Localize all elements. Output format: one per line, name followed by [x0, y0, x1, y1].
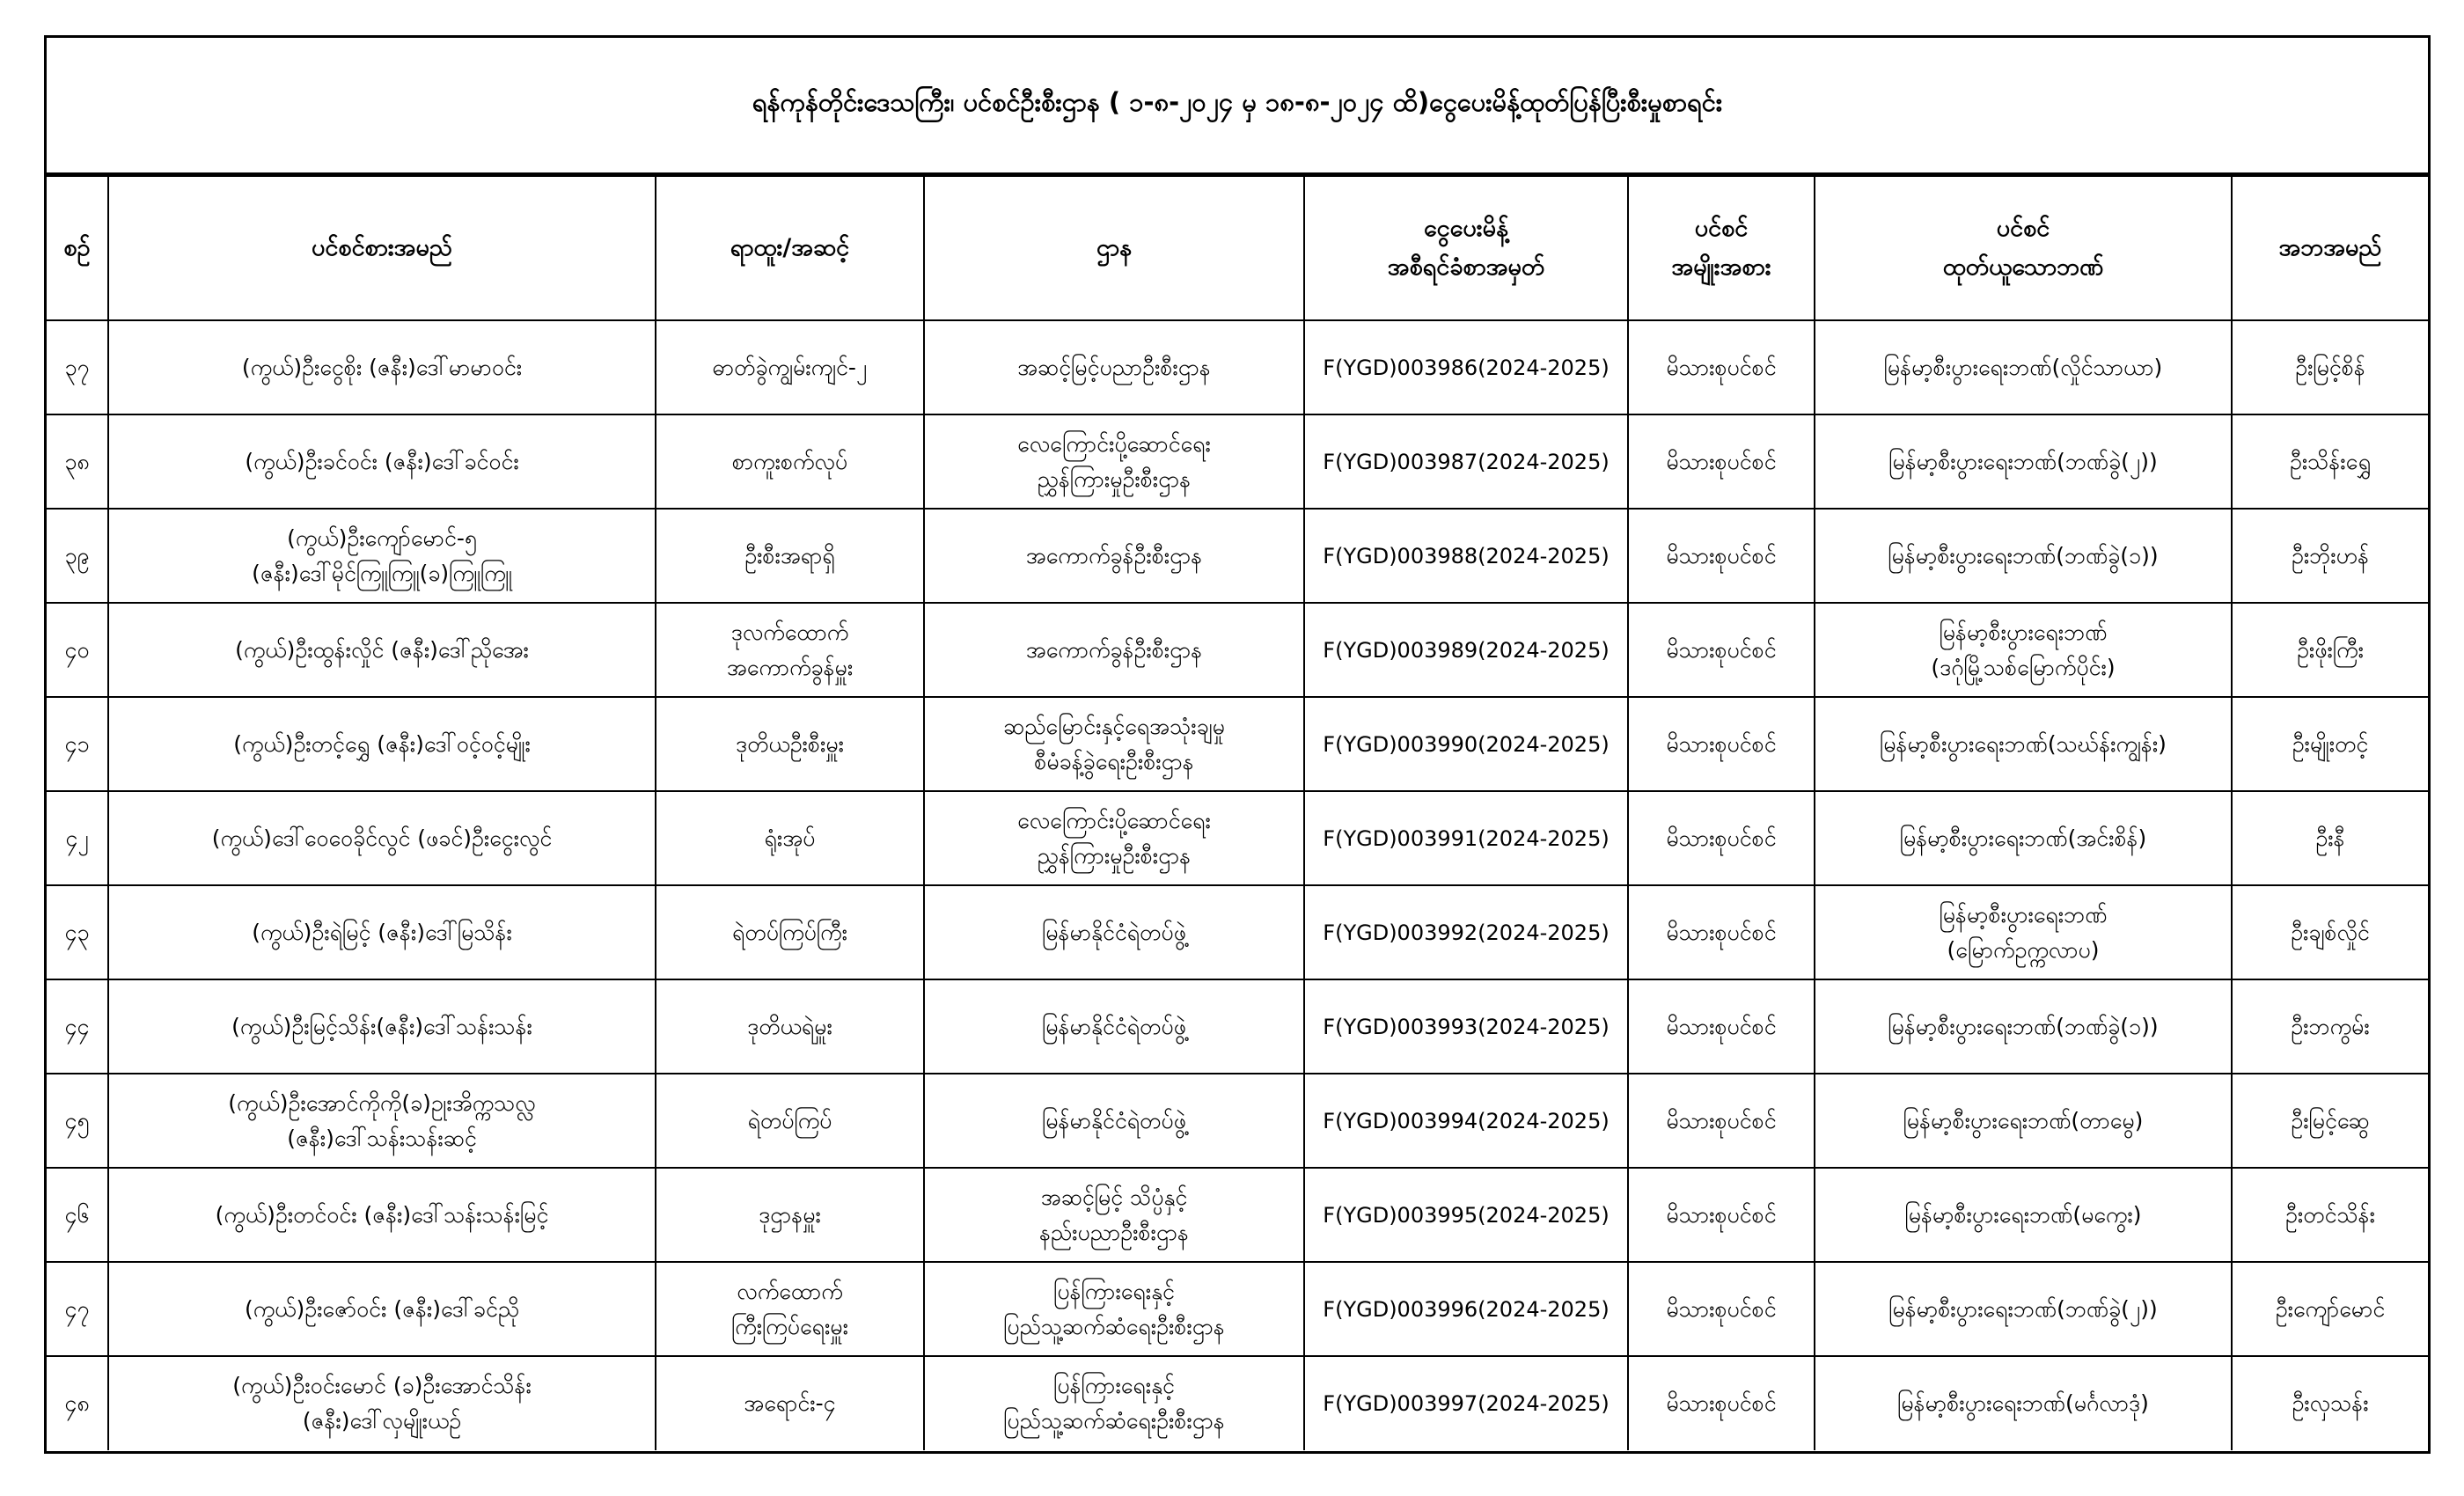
cell-no: ၄၇ [47, 1262, 108, 1356]
cell-bank: မြန်မာ့စီးပွားရေးဘဏ်(ဘဏ်ခွဲ(၂)) [1815, 1262, 2232, 1356]
cell-no: ၃၉ [47, 509, 108, 603]
cell-pensioner-name: (ကွယ်)ဦးဇော်ဝင်း (ဇနီး)ဒေါ်ခင်ညို [108, 1262, 656, 1356]
cell-no: ၄၂ [47, 791, 108, 885]
cell-pension-type: မိသားစုပင်စင် [1628, 603, 1815, 697]
cell-rank: ဓာတ်ခွဲကျွမ်းကျင်-၂ [656, 320, 924, 414]
cell-department: ဆည်မြောင်းနှင့်ရေအသုံးချမှု စီမံခန့်ခွဲရေးဦးစီးဌာန [924, 697, 1304, 791]
cell-department: အကောက်ခွန်ဦးစီးဌာန [924, 509, 1304, 603]
cell-department: မြန်မာနိုင်ငံရဲတပ်ဖွဲ့ [924, 885, 1304, 979]
cell-officer: ဦးတင်သိန်း [2232, 1168, 2428, 1262]
cell-license-number: F(YGD)003994(2024-2025) [1304, 1074, 1628, 1168]
table-row [47, 1262, 2428, 1356]
cell-no: ၄၄ [47, 979, 108, 1074]
cell-bank: မြန်မာ့စီးပွားရေးဘဏ်(ဘဏ်ခွဲ(၂)) [1815, 414, 2232, 509]
cell-bank: မြန်မာ့စီးပွားရေးဘဏ်(ဘဏ်ခွဲ(၁)) [1815, 509, 2232, 603]
document-frame [44, 35, 2431, 1454]
header-department: ဌာန [924, 176, 1304, 320]
cell-pension-type: မိသားစုပင်စင် [1628, 697, 1815, 791]
cell-rank: ဒုဌာနမှူး [656, 1168, 924, 1262]
cell-department: လေကြောင်းပို့ဆောင်ရေး ညွှန်ကြားမှုဦးစီးဌာန [924, 791, 1304, 885]
cell-license-number: F(YGD)003995(2024-2025) [1304, 1168, 1628, 1262]
cell-pensioner-name: (ကွယ်)ဦးမြင့်သိန်း(ဇနီး)ဒေါ်သန်းသန်း [108, 979, 656, 1074]
cell-bank: မြန်မာ့စီးပွားရေးဘဏ်(မကွေး) [1815, 1168, 2232, 1262]
cell-officer: ဦးမြင့်ဆွေ [2232, 1074, 2428, 1168]
table-row [47, 509, 2428, 603]
cell-pensioner-name: (ကွယ်)ဦးတင်ဝင်း (ဇနီး)ဒေါ်သန်းသန်းမြင့် [108, 1168, 656, 1262]
cell-bank: မြန်မာ့စီးပွားရေးဘဏ်(ဘဏ်ခွဲ(၁)) [1815, 979, 2232, 1074]
cell-officer: ဦးဖိုးကြီး [2232, 603, 2428, 697]
cell-department: ပြန်ကြားရေးနှင့် ပြည်သူ့ဆက်ဆံရေးဦးစီးဌာန [924, 1262, 1304, 1356]
cell-pension-type: မိသားစုပင်စင် [1628, 1074, 1815, 1168]
table-row [47, 791, 2428, 885]
cell-rank: ဒုတိယရဲမှူး [656, 979, 924, 1074]
table-row [47, 1356, 2428, 1450]
cell-pension-type: မိသားစုပင်စင် [1628, 885, 1815, 979]
cell-rank: ရုံးအုပ် [656, 791, 924, 885]
header-officer: အဘအမည် [2232, 176, 2428, 320]
cell-license-number: F(YGD)003991(2024-2025) [1304, 791, 1628, 885]
cell-rank: ဒုတိယဦးစီးမှူး [656, 697, 924, 791]
cell-bank: မြန်မာ့စီးပွားရေးဘဏ် (မြောက်ဥက္ကလာပ) [1815, 885, 2232, 979]
cell-rank: လက်ထောက် ကြီးကြပ်ရေးမှူး [656, 1262, 924, 1356]
cell-pensioner-name: (ကွယ်)ဦးရဲမြင့် (ဇနီး)ဒေါ်မြသိန်း [108, 885, 656, 979]
cell-bank: မြန်မာ့စီးပွားရေးဘဏ်(တာမွေ) [1815, 1074, 2232, 1168]
page-title: ရန်ကုန်တိုင်းဒေသကြီး၊ ပင်စင်ဦးစီးဌာန ( ၁-၈-၂၀၂၄ မှ ၁၈-၈-၂၀၂၄ ထိ)ငွေပေးမိန့်ထုတ်ပြန်ပြီးစီးမှုစာရင်း [47, 38, 2428, 175]
table-row [47, 414, 2428, 509]
cell-officer: ဦးမျိုးတင့် [2232, 697, 2428, 791]
cell-license-number: F(YGD)003997(2024-2025) [1304, 1356, 1628, 1450]
cell-pensioner-name: (ကွယ်)ဦးငွေစိုး (ဇနီး)ဒေါ်မာမာဝင်း [108, 320, 656, 414]
pension-table [47, 175, 2428, 1450]
header-license-number: ငွေပေးမိန့် အစီရင်ခံစာအမှတ် [1304, 176, 1628, 320]
cell-no: ၄၆ [47, 1168, 108, 1262]
cell-officer: ဦးသိန်းရွှေ [2232, 414, 2428, 509]
table-header-row [47, 176, 2428, 320]
cell-rank: စာကူးစက်လုပ် [656, 414, 924, 509]
cell-department: မြန်မာနိုင်ငံရဲတပ်ဖွဲ့ [924, 979, 1304, 1074]
cell-officer: ဦးဘကွမ်း [2232, 979, 2428, 1074]
cell-department: လေကြောင်းပို့ဆောင်ရေး ညွှန်ကြားမှုဦးစီးဌာန [924, 414, 1304, 509]
cell-pension-type: မိသားစုပင်စင် [1628, 791, 1815, 885]
cell-pensioner-name: (ကွယ်)ဒေါ်ဝေဝေခိုင်လွင် (ဖခင်)ဦးငွေးလွင် [108, 791, 656, 885]
cell-bank: မြန်မာ့စီးပွားရေးဘဏ်(အင်းစိန်) [1815, 791, 2232, 885]
table-row [47, 1168, 2428, 1262]
cell-license-number: F(YGD)003993(2024-2025) [1304, 979, 1628, 1074]
cell-no: ၃၈ [47, 414, 108, 509]
cell-pension-type: မိသားစုပင်စင် [1628, 979, 1815, 1074]
table-row [47, 320, 2428, 414]
table-row [47, 697, 2428, 791]
cell-license-number: F(YGD)003992(2024-2025) [1304, 885, 1628, 979]
cell-officer: ဦးနီ [2232, 791, 2428, 885]
cell-officer: ဦးလှသန်း [2232, 1356, 2428, 1450]
cell-bank: မြန်မာ့စီးပွားရေးဘဏ်(မင်္ဂလာဒုံ) [1815, 1356, 2232, 1450]
cell-officer: ဦးချစ်လှိုင် [2232, 885, 2428, 979]
cell-pensioner-name: (ကွယ်)ဦးတင့်ရွှေ (ဇနီး)ဒေါ်ဝင့်ဝင့်မျိုး [108, 697, 656, 791]
cell-department: အကောက်ခွန်ဦးစီးဌာန [924, 603, 1304, 697]
cell-department: မြန်မာနိုင်ငံရဲတပ်ဖွဲ့ [924, 1074, 1304, 1168]
table-row [47, 1074, 2428, 1168]
cell-no: ၄၀ [47, 603, 108, 697]
header-pensioner-name: ပင်စင်စားအမည် [108, 176, 656, 320]
cell-pensioner-name: (ကွယ်)ဦးအောင်ကိုကို(ခ)ဥုးအိက္ကသလ္လ (ဇနီး)ဒေါ်သန်းသန်းဆင့် [108, 1074, 656, 1168]
header-pension-type: ပင်စင် အမျိုးအစား [1628, 176, 1815, 320]
cell-rank: အရောင်း-၄ [656, 1356, 924, 1450]
cell-no: ၄၁ [47, 697, 108, 791]
cell-department: ပြန်ကြားရေးနှင့် ပြည်သူ့ဆက်ဆံရေးဦးစီးဌာန [924, 1356, 1304, 1450]
cell-no: ၃၇ [47, 320, 108, 414]
cell-officer: ဦးဘိုးဟန် [2232, 509, 2428, 603]
cell-license-number: F(YGD)003988(2024-2025) [1304, 509, 1628, 603]
cell-license-number: F(YGD)003986(2024-2025) [1304, 320, 1628, 414]
cell-license-number: F(YGD)003990(2024-2025) [1304, 697, 1628, 791]
cell-license-number: F(YGD)003989(2024-2025) [1304, 603, 1628, 697]
cell-pension-type: မိသားစုပင်စင် [1628, 320, 1815, 414]
cell-pension-type: မိသားစုပင်စင် [1628, 1262, 1815, 1356]
cell-no: ၄၅ [47, 1074, 108, 1168]
cell-pension-type: မိသားစုပင်စင် [1628, 414, 1815, 509]
table-row [47, 979, 2428, 1074]
table-row [47, 603, 2428, 697]
cell-bank: မြန်မာ့စီးပွားရေးဘဏ် (ဒဂုံမြို့သစ်မြောက်ပိုင်း) [1815, 603, 2232, 697]
cell-officer: ဦးမြင့်စိန် [2232, 320, 2428, 414]
cell-pension-type: မိသားစုပင်စင် [1628, 509, 1815, 603]
cell-bank: မြန်မာ့စီးပွားရေးဘဏ်(သဃ်န်းကျွန်း) [1815, 697, 2232, 791]
cell-rank: ဦးစီးအရာရှိ [656, 509, 924, 603]
header-rank: ရာထူး/အဆင့် [656, 176, 924, 320]
table-row [47, 885, 2428, 979]
cell-officer: ဦးကျော်မောင် [2232, 1262, 2428, 1356]
cell-rank: ဒုလက်ထောက် အကောက်ခွန်မှူး [656, 603, 924, 697]
cell-department: အဆင့်မြင့် သိပ္ပံနှင့် နည်းပညာဦးစီးဌာန [924, 1168, 1304, 1262]
cell-rank: ရဲတပ်ကြပ်ကြီး [656, 885, 924, 979]
cell-no: ၄၃ [47, 885, 108, 979]
cell-pensioner-name: (ကွယ်)ဦးကျော်မောင်-၅ (ဇနီး)ဒေါ်မိုင်ကြူကြူ(ခ)ကြူကြူ [108, 509, 656, 603]
cell-no: ၄၈ [47, 1356, 108, 1450]
cell-pension-type: မိသားစုပင်စင် [1628, 1356, 1815, 1450]
cell-license-number: F(YGD)003996(2024-2025) [1304, 1262, 1628, 1356]
cell-pensioner-name: (ကွယ်)ဦးခင်ဝင်း (ဇနီး)ဒေါ်ခင်ဝင်း [108, 414, 656, 509]
cell-license-number: F(YGD)003987(2024-2025) [1304, 414, 1628, 509]
cell-department: အဆင့်မြင့်ပညာဦးစီးဌာန [924, 320, 1304, 414]
header-bank: ပင်စင် ထုတ်ယူသောဘဏ် [1815, 176, 2232, 320]
cell-bank: မြန်မာ့စီးပွားရေးဘဏ်(လှိုင်သာယာ) [1815, 320, 2232, 414]
cell-pension-type: မိသားစုပင်စင် [1628, 1168, 1815, 1262]
cell-rank: ရဲတပ်ကြပ် [656, 1074, 924, 1168]
header-no: စဉ် [47, 176, 108, 320]
cell-pensioner-name: (ကွယ်)ဦးထွန်းလှိုင် (ဇနီး)ဒေါ်ညိုအေး [108, 603, 656, 697]
cell-pensioner-name: (ကွယ်)ဦးဝင်းမောင် (ခ)ဦးအောင်သိန်း (ဇနီး)ဒေါ်လှမျိုးယဉ် [108, 1356, 656, 1450]
